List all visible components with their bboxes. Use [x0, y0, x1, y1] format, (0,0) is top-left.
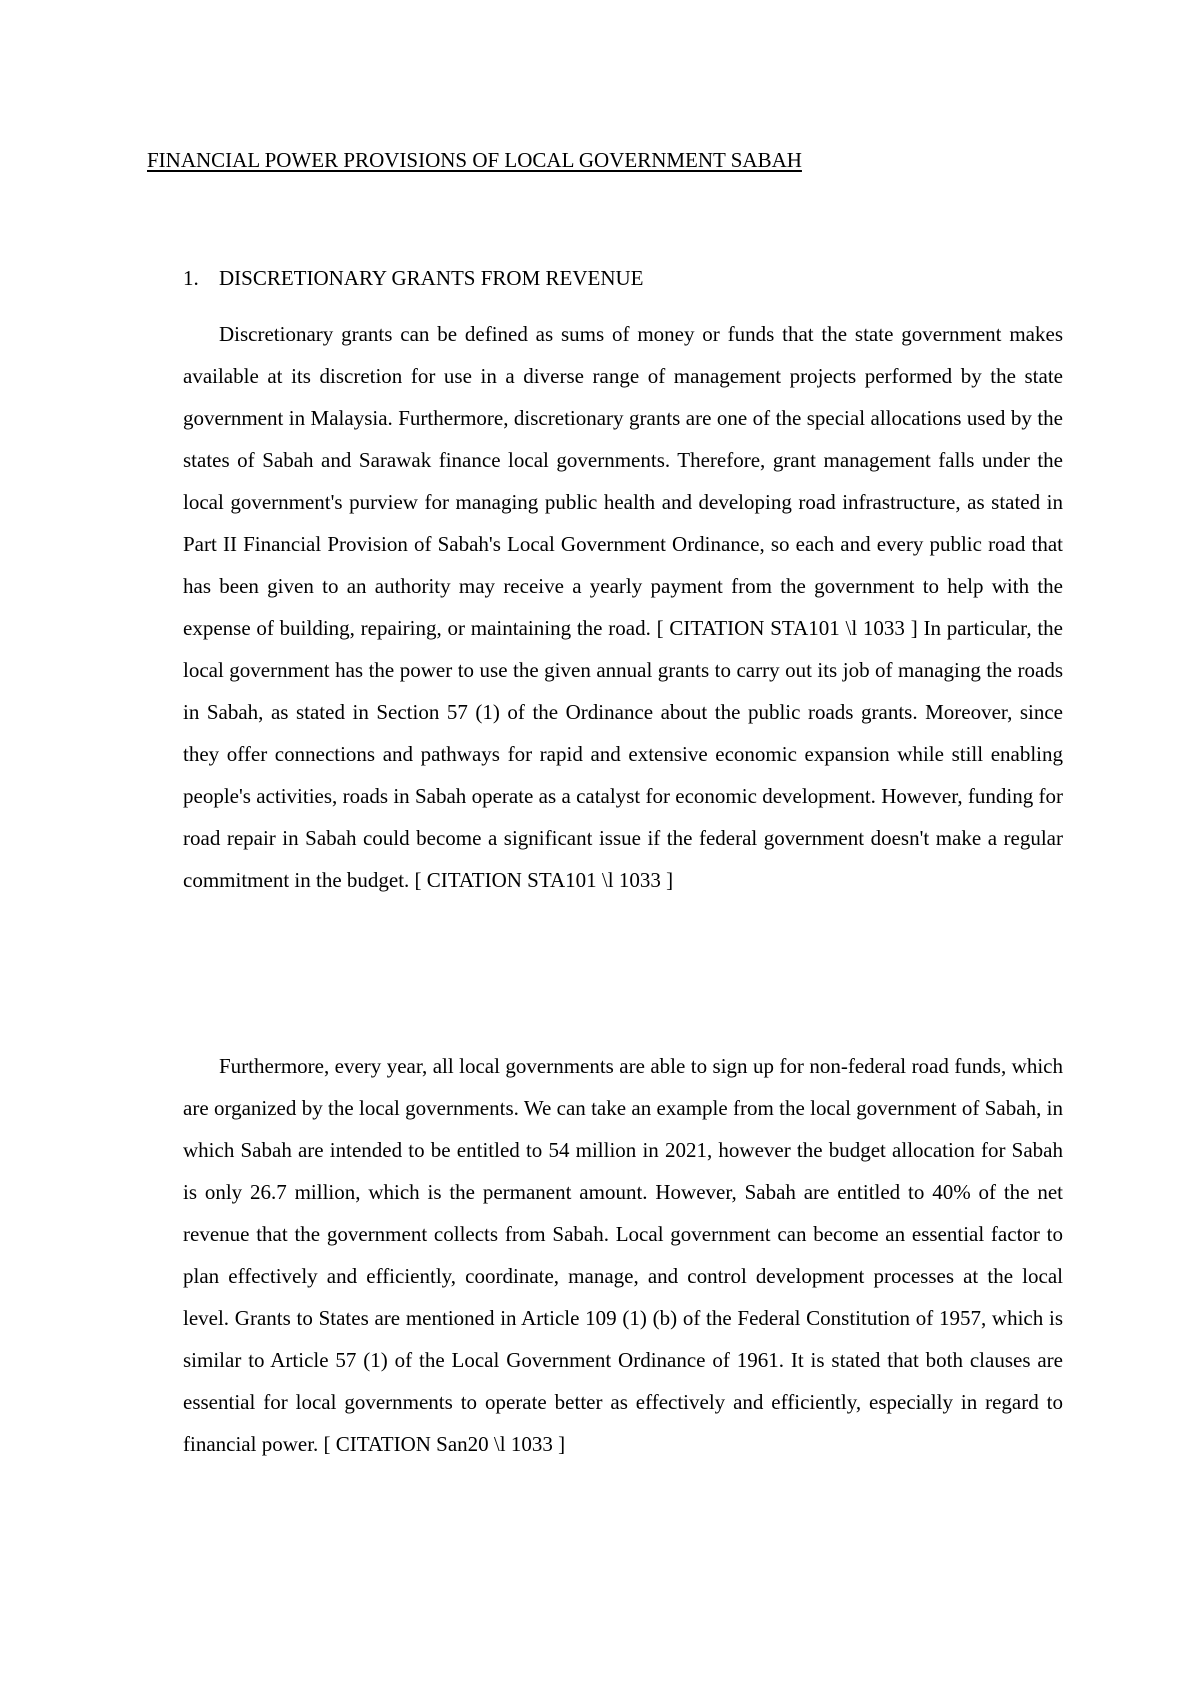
section-heading	[183, 264, 644, 292]
paragraph-non-federal-road-funds: Furthermore, every year, all local governments are able to sign up for non-federal road funds, which are organized by the local governments. We can take an example from the local government of Sabah, in which Sabah are intended to be entitled to 54 million in 2021, however the budget allocation for Sabah is only 26.7 million, which is the permanent amount. However, Sabah are entitled to 40% of the net revenue that the government collects from Sabah. Local government can become an essential factor to plan effectively and efficiently, coordinate, manage, and control development processes at the local level. Grants to States are mentioned in Article 109 (1) (b) of the Federal Constitution of 1957, which is similar to Article 57 (1) of the Local Government Ordinance of 1961. It is stated that both clauses are essential for local governments to operate better as effectively and efficiently, especially in regard to financial power. [ CITATION San20 \l 1033 ]	[183, 1054, 1063, 1456]
section-heading-text: DISCRETIONARY GRANTS FROM REVENUE	[219, 266, 644, 290]
paragraph-discretionary-grants: Discretionary grants can be defined as sums of money or funds that the state government makes available at its discretion for use in a diverse range of management projects performed by the state government in Malaysia. Furthermore, discretionary grants are one of the special allocations used by the states of Sabah and Sarawak finance local governments. Therefore, grant management falls under the local government's purview for managing public health and developing road infrastructure, as stated in Part II Financial Provision of Sabah's Local Government Ordinance, so each and every public road that has been given to an authority may receive a yearly payment from the government to help with the expense of building, repairing, or maintaining the road. [ CITATION STA101 \l 1033 ] In particular, the local government has the power to use the given annual grants to carry out its job of managing the roads in Sabah, as stated in Section 57 (1) of the Ordinance about the public roads grants. Moreover, since they offer connections and pathways for rapid and extensive economic expansion while still enabling people's activities, roads in Sabah operate as a catalyst for economic development. However, funding for road repair in Sabah could become a significant issue if the federal government doesn't make a regular commitment in the budget. [ CITATION STA101 \l 1033 ]	[183, 322, 1063, 892]
section-number: 1.	[183, 266, 199, 290]
document-title: FINANCIAL POWER PROVISIONS OF LOCAL GOVERNMENT SABAH	[147, 148, 802, 172]
